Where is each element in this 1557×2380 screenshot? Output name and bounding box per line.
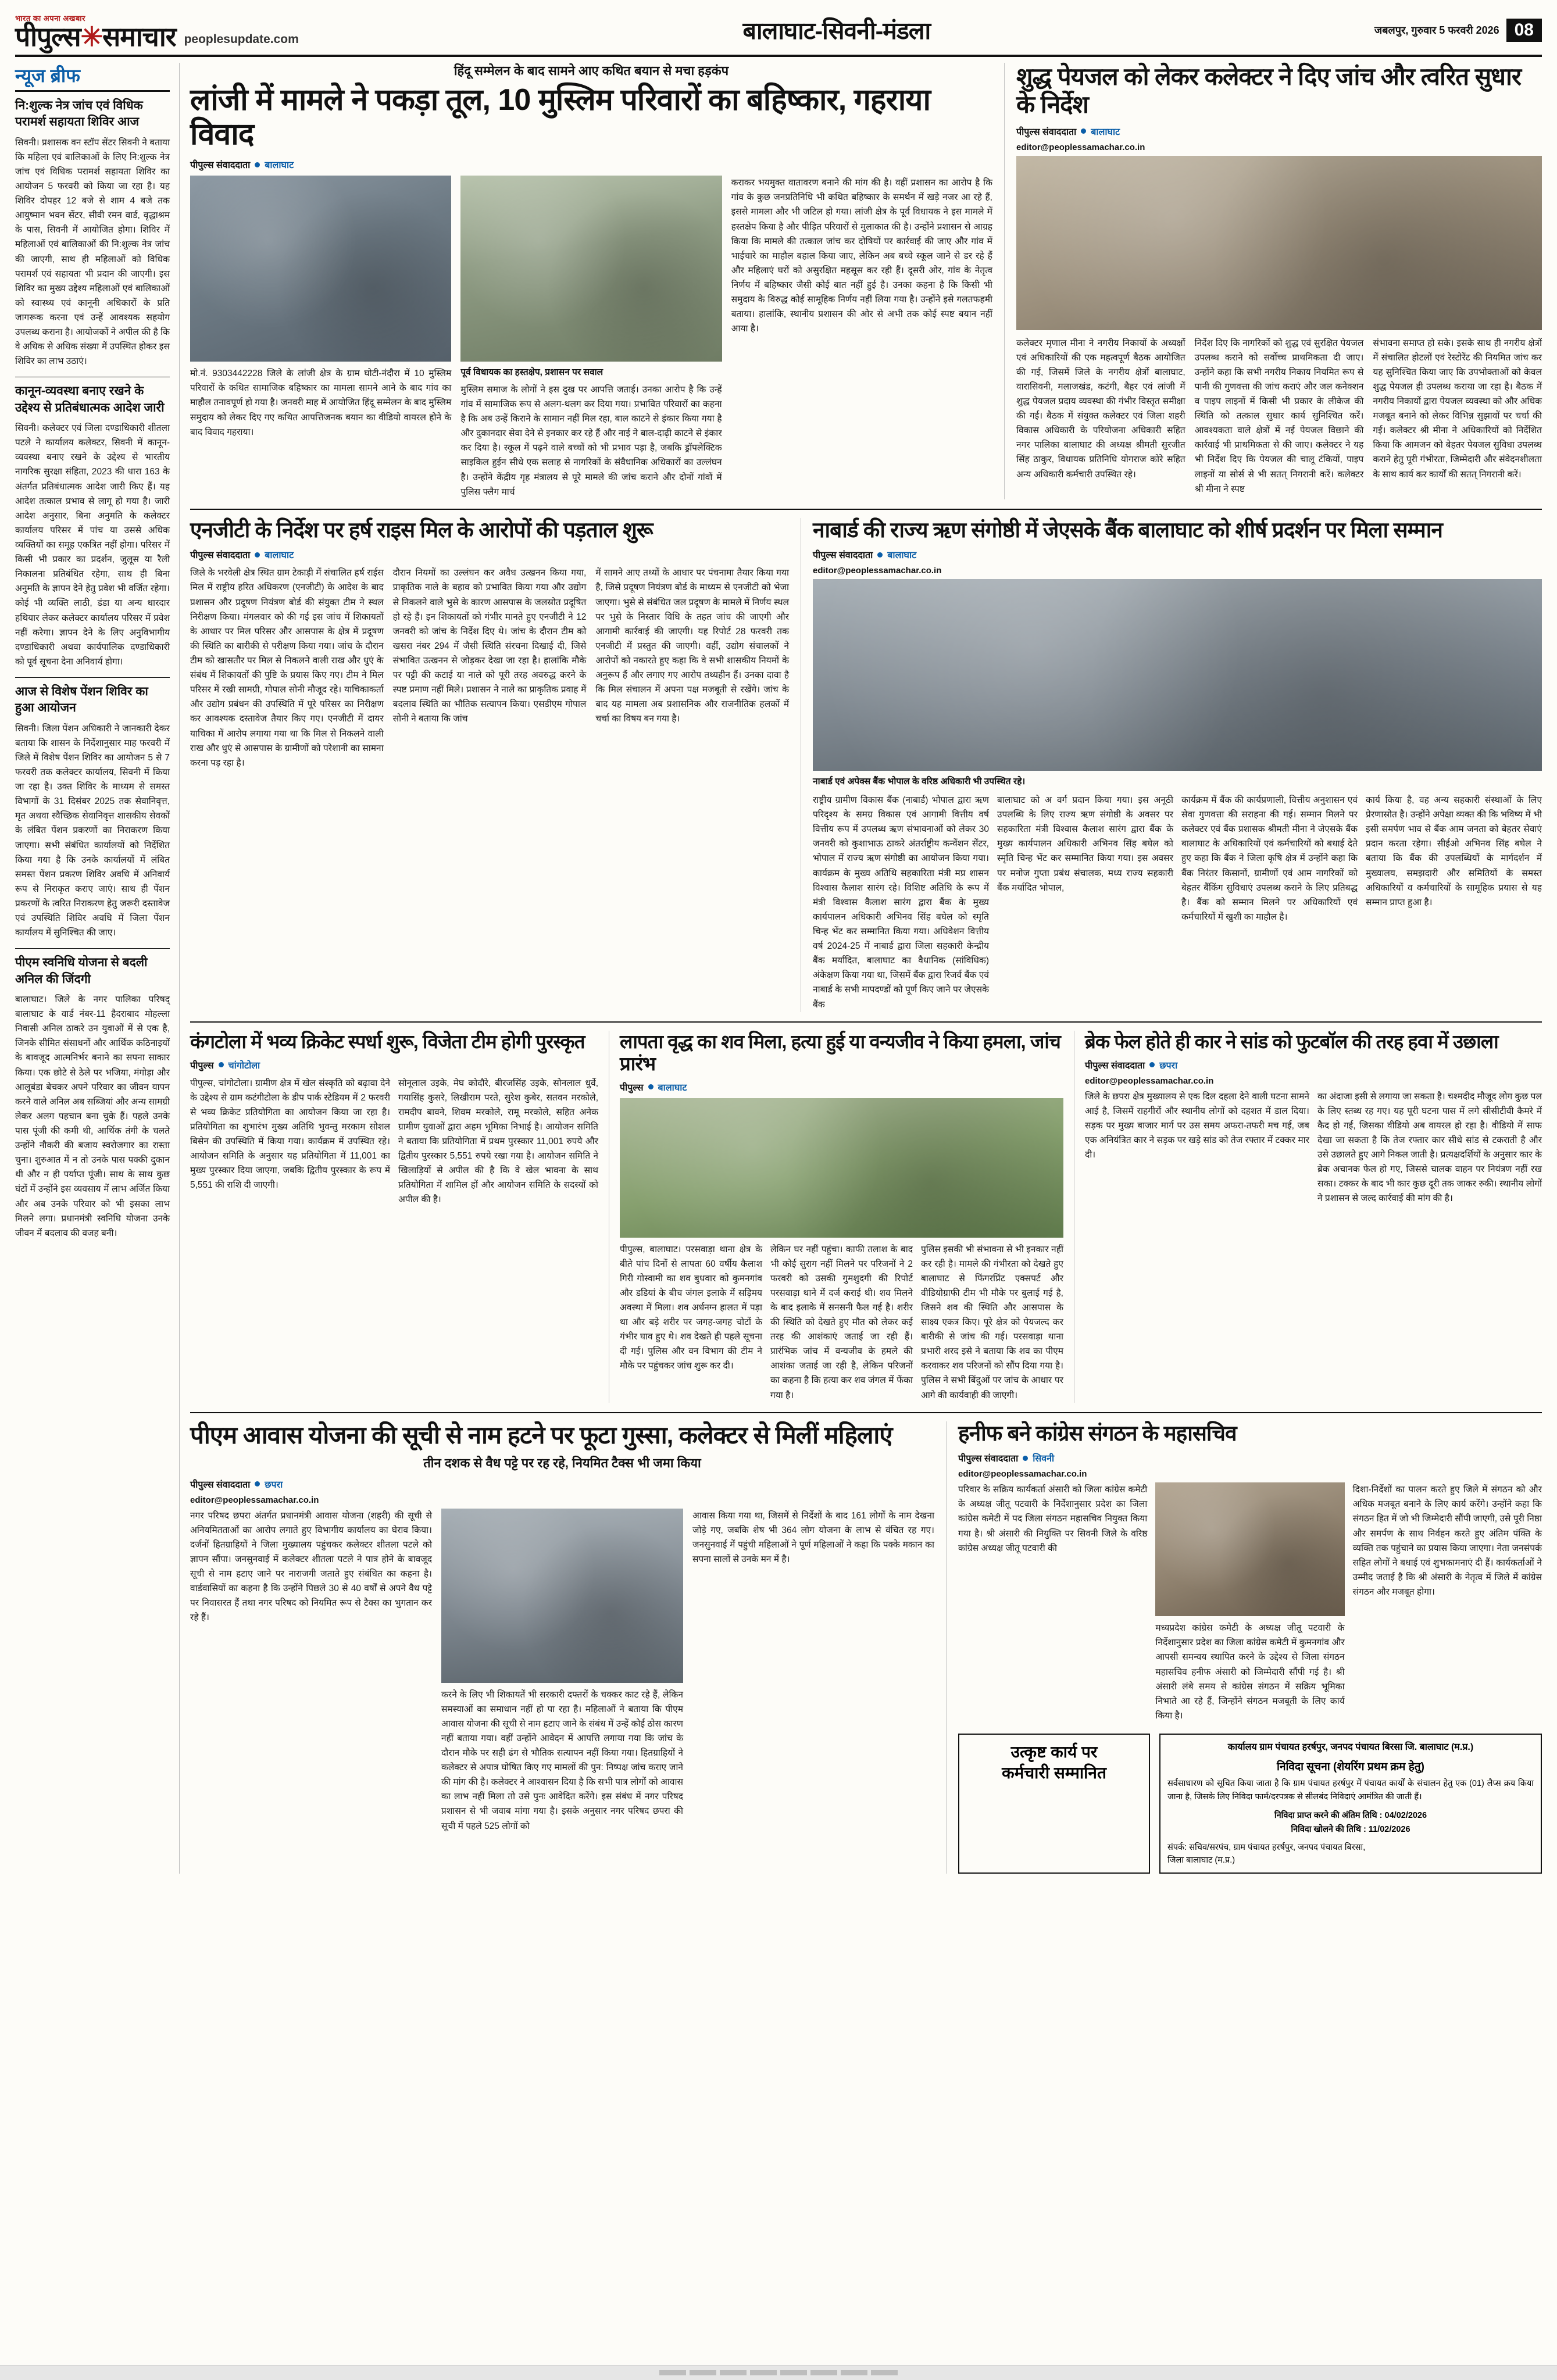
row-top <box>190 63 1542 499</box>
tender-notice <box>1159 1734 1542 1874</box>
main-content <box>180 63 1542 1874</box>
masthead <box>15 13 1542 57</box>
divider <box>190 1021 1542 1023</box>
pmawas-col-3 <box>692 1509 934 1834</box>
byline <box>190 548 789 561</box>
byline-place: बालाघाट <box>265 551 294 561</box>
article-body: में सामने आए तथ्यों के आधार पर पंचनामा तैयार किया गया है, जिसे प्रदूषण नियंत्रण बोर्ड के माध्यम से एनजीटी को भेजा जाएगा। भुसे से संबंधित जल प्रदूषण के मामले में निर्णय स्थल पर भुसे के निस्तार विधि के तहत जांच की जाएगी और आगामी कार्रवाई की जाएगी। यह रिपोर्ट 28 फरवरी तक एनजीटी में प्रस्तुत की जाएगी। वहीं, उद्योग संचालकों ने आरोपों को नकारते हुए कहा कि वे सभी शासकीय नियमों के अनुरूप हैं और लगाए गए आरोप तथ्यहीन हैं। उनका दावा है कि मिल संचालन में अपना पक्ष मजबूती से रखेंगे। जांच के बाद यह मामला अब प्रशासनिक और राजनीतिक हलकों में चर्चा का विषय बन गया है। <box>595 568 790 724</box>
cricket-columns <box>190 1076 598 1207</box>
news-brief-rail <box>15 63 180 1874</box>
logo-word-1: पीपुल्स <box>15 22 81 52</box>
article-body: आवास किया गया था, जिसमें से निर्देशों के बाद 161 लोगों के नाम देखना जोड़े गए, जबकि शेष भी 364 लोग योजना के लाभ से वंचित रह गए। जनसुनवाई में पहुंची महिलाओं ने पूर्ण महिलाओं ने कहा कि पक्के मकान का सपना सालों से उनके मन में है। <box>692 1510 934 1564</box>
tender-contact-district: जिला बालाघाट (म.प्र.) <box>1167 1855 1235 1865</box>
award-box <box>958 1734 1150 1874</box>
byline-place: सिवनी <box>1033 1454 1055 1464</box>
byline-author: पीपुल्स संवाददाता <box>1085 1060 1145 1071</box>
article-body: मध्यप्रदेश कांग्रेस कमेटी के अध्यक्ष जीतू पटवारी के निर्देशानुसार प्रदेश का जिला कांग्रेस कमेटी में कुमनगांव और आपसी समन्वय स्थापित करने के उद्देश्य से जिला संगठन महासचिव हनीफ अंसारी को जिम्मेदारी सौंपी गई है। श्री अंसारी लंबे समय से कांग्रेस संगठन में सक्रिय भूमिका निभाते आ रहे हैं, जिन्होंने संगठन मजबूती के लिए कार्य किया है। <box>1155 1623 1345 1721</box>
article-body: दौरान नियमों का उल्लंघन कर अवैध उत्खनन किया गया, प्राकृतिक नाले के बहाव को प्रभावित किया गया और उद्योग से निकलने वाले भुसे के कारण आसपास के जलस्रोत प्रदूषित हो रहे हैं। इन शिकायतों को गंभीर मानते हुए एनजीटी ने 12 जनवरी को जांच के निर्देश दिए थे। जांच के दौरान टीम को खसरा नंबर 294 में जैसी स्थिति संरचना दिखाई दी, जिसे संभावित उत्खनन से जोड़कर देखा जा रहा है। हालांकि मौके पर पट्टी की कटाई या नाले को पूरी तरह अवरुद्ध करने के स्पष्ट प्रमाण नहीं मिले। प्रशासन ने नाले का प्राकृतिक प्रवाह में बदलाव स्थिति का भौतिक सत्यापन किया। एसडीएम गोपाल सोनी ने बताया कि जांच <box>392 568 587 724</box>
article-body: करने के लिए भी शिकायतें भी सरकारी दफ्तरों के चक्कर काट रहे हैं, लेकिन समस्याओं का समाधान नहीं हो पा रहा है। महिलाओं ने बताया कि पीएम आवास योजना की सूची से नाम हटाए जाने के संबंध में उन्हें कोई ठोस कारण नहीं बताया गया। वहीं उन्होंने आवेदन में आपत्ति लगाया गया कि जांच के दौरान मौके पर सही ढंग से भौतिक सत्यापन नहीं किया गया। हितग्राहियों ने कलेक्टर से अपात्र घोषित किए गए मामलों की पुन: निष्पक्ष जांच कराए जाने की मांग की है। कलेक्टर ने आश्वासन दिया है कि सभी पात्र लोगों को आवास का लाभ नहीं मिला तो उसे पुनः आवेदित करेंगे। इस संबंध में नगर परिषद प्रशासन से भी जवाब मांगा गया है। इसके अनुसार नगर परिषद छपरा की सूची में पहले 525 लोगों को <box>441 1689 683 1831</box>
footer-block <box>810 2370 837 2375</box>
article-photo <box>620 1098 1063 1238</box>
article-accident <box>1074 1031 1542 1403</box>
article-body: जिले के छपरा क्षेत्र मुख्यालय से एक दिल दहला देने वाली घटना सामने आई है, जिसमें राहगीरों और स्थानीय लोगों को दहशत में डाल दिया। सड़क पर मुख्य बाजार मार्ग पर उस समय अफरा-तफरी मच गई, जब एक अनियंत्रित कार ने सड़क पर खड़े सांड को तेज रफ्तार में टक्कर मार दी। <box>1085 1091 1309 1160</box>
article-headline[interactable]: लांजी में मामले ने पकड़ा तूल, 10 मुस्लिम परिवारों का बहिष्कार, गहराया विवाद <box>190 83 930 152</box>
byline-author: पीपुल्स संवाददाता <box>958 1454 1019 1464</box>
lanji-col-1 <box>190 176 451 499</box>
brief-body: सिवनी। जिला पेंशन अधिकारी ने जानकारी देकर बताया कि शासन के निर्देशानुसार माह फरवरी में जिले में विशेष पेंशन शिविर का आयोजन 5 से 7 फरवरी तक कलेक्टर कार्यालय, सिवनी में किया जा रहा है। उक्त शिविर के माध्यम से समस्त विभागों के 31 दिसंबर 2025 तक सेवानिवृत्त, मृत अथवा स्वैच्छिक सेवानिवृत्त शासकीय सेवकों के लंबित पेंशन प्रकरणों का निराकरण किया जाएगा। सभी संबंधित कार्यालयों को निर्देशित किया गया है कि उनके कार्यालयों में लंबित समस्त पेंशन प्रकरण शिविर अवधि में अनिवार्य रूप से निराकृत कराए जाएं। साथ ही पेंशन प्रकरणों के त्वरित निराकरण हेतु जरूरी दस्तावेज एवं उपस्थिति शिविर अवधि में जिला पेंशन कार्यालय में सुनिश्चित की जाए। <box>15 723 170 938</box>
masthead-left <box>15 13 299 50</box>
brief-item <box>15 684 170 940</box>
brief-body: सिवनी। प्रशासक वन स्टॉप सेंटर सिवनी ने बताया कि महिला एवं बालिकाओं के लिए नि:शुल्क नेत्र जांच एवं विधिक परामर्श सहायता शिविर का आयोजन 5 फरवरी को किया जा रहा है। यह शिविर दोपहर 12 बजे से शाम 4 बजे तक आयुष्मान भवन सेंटर, सीवी रमन वार्ड, वृद्धाश्रम के पास, सिवनी में आयोजित होगा। शिविर में महिलाओं एवं बालिकाओं की नि:शुल्क नेत्र जांच की जाएगी, साथ ही महिलाओं को विधिक परामर्श एवं सहायता भी प्रदान की जाएगी। इस शिविर का मुख्य उद्देश्य महिलाओं एवं बालिकाओं को स्वास्थ्य एवं कानूनी अधिकारों के प्रति जागरूक करना एवं उन्हें आवश्यक सहयोग उपलब्ध कराना है। आयोजकों ने अपील की है कि वे अधिक से अधिक संख्या में उपस्थित होकर इस शिविर का लाभ उठाएं। <box>15 137 170 367</box>
row-fourth <box>190 1421 1542 1874</box>
date-line: जबलपुर, गुरुवार 5 फरवरी 2026 <box>1374 24 1499 36</box>
brief-title: आज से विशेष पेंशन शिविर का हुआ आयोजन <box>15 684 148 715</box>
bullet-icon <box>255 162 260 167</box>
article-body: संभावना समाप्त हो सके। इसके साथ ही नगरीय क्षेत्रों में संचालित होटलों एवं रेस्टोरेंट की नियमित जांच कर यह सुनिश्चित किया जाए कि उपभोक्ताओं को केवल शुद्ध पेयजल ही उपलब्ध कराया जा रहा है। बैठक में नगरीय निकायों द्वारा पेयजल व्यवस्था को और अधिक मजबूत बनाने को लेकर विभिन्न सुझावों पर चर्चा की गई। कलेक्टर श्री मीना ने अधिकारियों को निर्देशित किया कि आमजन को बेहतर पेयजल सुविधा उपलब्ध कराने हेतु पूरी गंभीरता, जिम्मेदारी और संवेदनशीलता के साथ कार्य कर कार्यों की सतत् निगरानी करें। <box>1373 338 1542 480</box>
masthead-right <box>1374 19 1542 45</box>
article-body: जिले के भरवेली क्षेत्र स्थित ग्राम टेकाड़ी में संचालित हर्ष राईस मिल में राष्ट्रीय हरित अधिकरण (एनजीटी) के आदेश के बाद प्रशासन और प्रदूषण नियंत्रण बोर्ड की संयुक्त टीम ने स्थल निरीक्षण किया। मंगलवार को की गई इस जांच में शिकायतों के आधार पर मिल परिसर और आसपास के क्षेत्र में प्रदूषण की स्थिति का बारीकी से परीक्षण किया गया। जांच के दौरान टीम को खासतौर पर मिल से निकलने वाली राख और धुएं के संबंध में शिकायतों की पुष्टि के प्रयास किए गए। टीम ने मिल परिसर में रखी सामग्री, गोपाल सोनी मौजूद रहे। याचिकाकर्ता और उद्योग प्रबंधन की उपस्थिति में पूरे परिसर का निरीक्षण कर आवश्यक दस्तावेज तैयार किए गए। एनजीटी में दायर याचिका में आरोप लगाया गया था कि मिल से निकलने वाली राख और धुएं से आसपास के ग्रामीणों को परेशानी का सामना करना पड़ रहा है। <box>190 568 384 768</box>
divider <box>15 948 170 949</box>
photo-caption: पूर्व विधायक का हस्तक्षेप, प्रशासन पर सवाल <box>460 367 603 378</box>
bullet-icon <box>255 1481 260 1486</box>
site-url[interactable]: peoplesupdate.com <box>184 33 299 46</box>
brief-body: सिवनी। कलेक्टर एवं जिला दण्डाधिकारी शीतला पटले ने कार्यालय कलेक्टर, सिवनी में कानून-व्यवस्था बनाए रखने के उद्देश्य से भारतीय नागरिक सुरक्षा संहिता, 2023 की धारा 163 के अंतर्गत प्रतिबंधात्मक आदेश जारी किए हैं। यह आदेश तत्काल प्रभाव से लागू हो गया है। जारी आदेश अनुसार, बिना अनुमति के कलेक्टर कार्यालय परिसर में पांच या उससे अधिक व्यक्तियों का समूह एकत्रित नहीं होगा। परिसर में किसी भी प्रकार का प्रदर्शन, जुलूस या रैली निकालना प्रतिबंधित रहेगा, साथ ही बिना अनुमति के ज्ञापन देने हेतु प्रवेश भी वर्जित रहेगा। कोई भी व्यक्ति लाठी, डंडा या अन्य धारदार हथियार लेकर कलेक्टर कार्यालय परिसर में प्रवेश नहीं करेगा। ज्ञापन देने के लिए अनुविभागीय दण्डाधिकारी अथवा कार्यपालिक दण्डाधिकारी को पूर्व सूचना देना अनिवार्य होगा। <box>15 423 170 667</box>
article-headline[interactable]: कंगटोला में भव्य क्रिकेट स्पर्धा शुरू, विजेता टीम होगी पुरस्कृत <box>190 1030 585 1052</box>
pmawas-col-2 <box>441 1509 683 1834</box>
footer-block <box>690 2370 716 2375</box>
footer-block <box>871 2370 898 2375</box>
article-headline[interactable]: हनीफ बने कांग्रेस संगठन के महासचिव <box>958 1421 1237 1445</box>
article-headline[interactable]: नाबार्ड की राज्य ऋण संगोष्ठी में जेएसके बैंक बालाघाट को शीर्ष प्रदर्शन पर मिला सम्मान <box>813 517 1442 542</box>
article-body: पीपुल्स, बालाघाट। परसवाड़ा थाना क्षेत्र के बीते पांच दिनों से लापता 60 वर्षीय कैलाश गिरी गोस्वामी का शव बुधवार को कुमनगांव और डडियां के बीच जंगल इलाके में सड़िमय अवस्था में मिला। शव अर्धनग्न हालत में पड़ा था और बड़े शरीर पर जगह-जगह चोटों के गंभीर घाव हुए थे। शव देखते ही पहले सूचना दी गई। पुलिस और वन विभाग की टीम ने मौके पर पहुंचकर जांच शुरू कर दी। <box>620 1244 762 1371</box>
byline-author: पीपुल्स संवाददाता <box>1016 127 1077 137</box>
article-body: दिशा-निर्देशों का पालन करते हुए जिले में संगठन को और अधिक मजबूत बनाने के लिए कार्य करेंगे। उन्होंने कहा कि संगठन हित में जो भी जिम्मेदारी सौंपी जाएगी, उसे पूरी निष्ठा और समर्पण के साथ निर्वहन करते हुए अंतिम पंक्ति के व्यक्ति तक पहुंचाने का प्रयास किया जाएगा। नेता जनसंपर्क सहित लोगों ने बधाई एवं शुभकामनाएं दी हैं। कार्यकर्ताओं ने उम्मीद जताई है कि श्री अंसारी के नेतृत्व में जिले में कांग्रेस संगठन और मजबूत होगा। <box>1352 1485 1542 1598</box>
footer-block <box>750 2370 777 2375</box>
article-nabard <box>801 518 1542 1012</box>
divider <box>15 677 170 678</box>
article-photo <box>813 579 1542 771</box>
byline <box>190 158 992 171</box>
tender-body: सर्वसाधारण को सूचित किया जाता है कि ग्राम पंचायत हरर्षपुर में पंचायत कार्यों के संचालन हेतु एक (01) लैप्स क्रय किया जाना है, जिसके लिए निविदा फार्म/दरपत्रक से सीलबंद निविदाएं आमंत्रित की जाती हैं। <box>1167 1779 1534 1802</box>
byline <box>813 548 1542 561</box>
photo-caption: नाबार्ड एवं अपेक्स बैंक भोपाल के वरिष्ठ अधिकारी भी उपस्थित रहे। <box>813 777 1026 787</box>
article-photo <box>190 176 451 362</box>
article-body: राष्ट्रीय ग्रामीण विकास बैंक (नाबार्ड) भोपाल द्वारा ऋण परिदृश्य के समग्र विकास एवं आगामी वित्तीय वर्ष वित्तीय रूप में उपलब्ध ऋण संभावनाओं को लेकर 30 जनवरी को कुशाभाऊ ठाकरे अंतर्राष्ट्रीय कन्वेंशन सेंटर, भोपाल में राज्य ऋण संगोष्ठी का आयोजन किया गया। कार्यक्रम के मुख्य अतिथि सहकारिता मंत्री मप्र शासन विश्वास कैलाश सारंग रहे। विशिष्ट अतिथि के रूप में मंत्री विश्वास कैलाश सारंग द्वारा बैंक के मुख्य कार्यपालन अधिकारी अभिनव सिंह बघेल को स्मृति चिन्ह भेंट कर सम्मानित किया गया। अधिवेशन वित्तीय वर्ष 2024-25 में नाबार्ड द्वारा जिला सहकारी केन्द्रीय बैंक मर्यादित, बालाघाट का वैधानिक (सांविधिक) अंकेक्षण किया गया था, जिसमें बैंक द्वारा रिजर्व बैंक एवं नाबार्ड के सभी मापदण्डों को पूर्ण किए जाने पर जेएसके बैंक <box>813 795 989 1010</box>
star-icon: ✳ <box>80 22 103 52</box>
bullet-icon <box>877 552 883 558</box>
article-body: निर्देश दिए कि नागरिकों को शुद्ध एवं सुरक्षित पेयजल उपलब्ध कराने को सर्वोच्च प्राथमिकता दी जाए। उन्होंने कहा कि सभी नगरीय निकाय नियमित रूप से पानी की गुणवत्ता की जांच कराएं और जल कनेक्शन व पाइप लाइनों में किसी भी प्रकार के लीकेज की स्थिति को तत्काल सुधार कार्य सुनिश्चित करें। आवश्यकता वाले क्षेत्रों में नई पेयजल विछाने की कार्रवाई भी प्राथमिकता से की जाए। कलेक्टर ने यह भी निर्देश दिए कि पेयजल की चालू टंकियों, पाइप लाइनों या सोर्स से भी सतत् निगरानी करें। कलेक्टर श्री मीना ने स्पष्ट <box>1194 338 1364 494</box>
newspaper-logo <box>15 13 176 50</box>
byline-place: बालाघाट <box>658 1082 687 1093</box>
byline-author: पीपुल्स संवाददाता <box>813 551 873 561</box>
bullet-icon <box>1081 128 1086 134</box>
byline <box>190 1059 598 1071</box>
bullet-icon <box>1023 1456 1028 1461</box>
byline-place: छपरा <box>1159 1060 1178 1071</box>
article-body: पुलिस इसकी भी संभावना से भी इनकार नहीं कर रही है। मामले की गंभीरता को देखते हुए बालाघाट से फिंगरप्रिंट एक्सपर्ट और वीडियोग्राफी टीम भी मौके पर बुलाई गई है, जिसने शव की स्थिति और आसपास के साक्ष्य एकत्र किए। पूरे क्षेत्र को पेयजल्द कर बारीकी से जांच की गई। परसवाड़ा थाना प्रभारी शरद इसे ने बताया कि शव का पीएम करवाकर शव परिजनों को सौंप दिया गया है। पुलिस ने सभी बिंदुओं पर जांच के आधार पर आगे की कार्यवाही की जाएगी। <box>921 1244 1063 1400</box>
brief-body: बालाघाट। जिले के नगर पालिका परिषद् बालाघाट के वार्ड नंबर-11 हैदराबाद मोहल्ला निवासी अनिल ठाकरे उन युवाओं में से एक है, जिनके सीमित संसाधनों और आर्थिक कठिनाइयों के बावजूद आत्मनिर्भर बनाने का सपना साकार किया। एक छोटे से ठेले पर भजिया, मंगोड़ा और आलूबंडा बेचकर अपने परिवार का जीवन यापन करने वाले अनिल अब सब्जियां और अन्य सामग्री लेकर अलग पहचान बना चुके हैं। पहले उनके पास पूंजी की कमी थी, आर्थिक तंगी के चलते उन्होंने नौकरी की बजाय स्वरोजगार का रास्ता चुना। शुरुआत में न तो उनके पास पक्की दुकान थी और न ही पर्याप्त पूंजी। साथ के साथ कुछ घंटों में उन्होंने इस व्यवसाय में लाभ अर्जित किया और अब उनके परिवार को भी इसका लाभ मिलने लगा। प्रधानमंत्री स्वनिधि योजना उनके जीवन में बदलाव की वजह बनी। <box>15 995 170 1238</box>
byline-email[interactable]: editor@peoplessamachar.co.in <box>190 1495 319 1505</box>
water-columns <box>1016 336 1542 496</box>
article-headline[interactable]: शुद्ध पेयजल को लेकर कलेक्टर ने दिए जांच और त्वरित सुधार के निर्देश <box>1016 63 1522 119</box>
article-body: पीपुल्स, चांगोटोला। ग्रामीण क्षेत्र में खेल संस्कृति को बढ़ावा देने के उद्देश्य से ग्राम कटंगीटोला के डीप पार्क स्टेडियम में 2 फरवरी से भव्य क्रिकेट प्रतियोगिता का आयोजन किया जा रहा है। प्रतियोगिता का शुभारंभ मुख्य अतिथि भुवन्तु मरकाम सोशल बिसेन की उपस्थिति में किया गया। कार्यक्रम में उपस्थित रहे। आयोजन समिति के अनुसार यह प्रतियोगिता में 11,001 का मुख्य पुरस्कार दिया जाएगा, जबकि द्वितीय पुरस्कार के रूप में 5,551 की राशि दी जाएगी। <box>190 1078 390 1191</box>
footer-block <box>659 2370 686 2375</box>
brief-item <box>15 98 170 369</box>
byline <box>620 1081 1063 1093</box>
byline-author: पीपुल्स संवाददाता <box>190 551 251 561</box>
byline-email[interactable]: editor@peoplessamachar.co.in <box>1016 142 1145 152</box>
article-body: का अंदाजा इसी से लगाया जा सकता है। चश्मदीद मौजूद लोग कुछ पल के लिए स्तब्ध रह गए। यह पूरी घटना पास में लगे सीसीटीवी कैमरे में कैद हो गई, जिसका वीडियो अब वायरल हो रहा है। वीडियो में साफ देखा जा सकता है कि तेज रफ्तार कार सीधे सांड से टकराती है और उसे उछालते हुए आगे निकल जाती है। प्रत्यक्षदर्शियों के अनुसार कार के ब्रेक अचानक फेल हो गए, जिससे चालक वाहन पर नियंत्रण नहीं रख सका। टक्कर के बाद भी कार कुछ दूरी तक जाकर रुकी। स्थानीय लोगों ने प्रशासन से जल्द कार्रवाई की मांग की है। <box>1317 1091 1542 1204</box>
brief-item <box>15 955 170 1241</box>
brief-title: कानून-व्यवस्था बनाए रखने के उद्देश्य से प्रतिबंधात्मक आदेश जारी <box>15 384 165 414</box>
bottom-boxes <box>958 1734 1542 1874</box>
tender-office: कार्यालय ग्राम पंचायत हरर्षपुर, जनपद पंचायत बिरसा जि. बालाघाट (म.प्र.) <box>1227 1742 1474 1753</box>
nabard-columns <box>813 793 1542 1012</box>
brief-item <box>15 383 170 669</box>
bullet-icon <box>648 1084 653 1089</box>
byline-author: पीपुल्स <box>190 1060 214 1071</box>
row-second <box>190 518 1542 1012</box>
brief-title: पीएम स्वनिधि योजना से बदली अनिल की जिंदगी <box>15 956 148 986</box>
divider <box>190 1412 1542 1413</box>
brief-title: नि:शुल्क नेत्र जांच एवं विधिक परामर्श सहायता शिविर आज <box>15 99 143 129</box>
pmawas-col-1 <box>190 1509 432 1834</box>
lanji-col-2 <box>460 176 722 499</box>
article-body: मो.नं. 9303442228 जिले के लांजी क्षेत्र के ग्राम घोटी-नंदौरा में 10 मुस्लिम परिवारों के कथित सामाजिक बहिष्कार का मामला सामने आने के बाद गांव का माहौल तनावपूर्ण हो गया है। जनवरी माह में आयोजित हिंदू सम्मेलन के बाद मुस्लिम समुदाय को लेकर दिए गए कथित आपत्तिजनक बयान का वीडियो वायरल होने के बाद विवाद गहराया। <box>190 369 452 437</box>
byline <box>1016 125 1542 138</box>
logo-tagline: भारत का अपना अखबार <box>15 14 85 23</box>
article-body: परिवार के सक्रिय कार्यकर्ता अंसारी को जिला कांग्रेस कमेटी के अध्यक्ष जीतू पटवारी के निर्देशानुसार प्रदेश का जिला कांग्रेस कमेटी में पद जिला संगठन महासचिव नियुक्त किया गया है। श्री अंसारी की नियुक्ति पर सिवनी जिले के वरिष्ठ कांग्रेस अध्यक्ष जीतू पटवारी की <box>958 1485 1148 1553</box>
byline-place: चांगोटोला <box>228 1060 260 1071</box>
byline <box>1085 1059 1542 1071</box>
byline <box>958 1452 1542 1464</box>
byline-author: पीपुल्स संवाददाता <box>190 1480 251 1490</box>
ngt-columns <box>190 566 789 770</box>
article-cricket <box>190 1031 609 1403</box>
byline-email[interactable]: editor@peoplessamachar.co.in <box>813 566 942 576</box>
article-pmawas <box>190 1421 946 1874</box>
byline-email[interactable]: editor@peoplessamachar.co.in <box>958 1469 1087 1480</box>
article-headline[interactable]: लापता वृद्ध का शव मिला, हत्या हुई या वन्यजीव ने किया हमला, जांच प्रारंभ <box>620 1030 1060 1074</box>
byline-email[interactable]: editor@peoplessamachar.co.in <box>1085 1075 1214 1086</box>
article-body: कलेक्टर मृणाल मीना ने नगरीय निकायों के अध्यक्षों एवं अधिकारियों की एक महत्वपूर्ण बैठक आयोजित की गई, जिसमें जिले के नगरीय क्षेत्रों बालाघाट, वारासिवनी, मलाजखंड, कटंगी, बैहर एवं लांजी में शुद्ध पेयजल प्रदाय व्यवस्था की गंभीर विस्तृत समीक्षा की गई। बैठक में संयुक्त कलेक्टर एवं जिला शहरी विकास अधिकारी के परियोजना अधिकारी सहित नगर पालिका बालाघाट की अध्यक्ष श्रीमती सुरजीत सिंह ठाकुर, विधायक प्रतिनिधि योगराज कोरे सहित अन्य अधिकारी कर्मचारी उपस्थित रहे। <box>1016 338 1185 480</box>
page-number: 08 <box>1506 19 1542 42</box>
divider <box>190 509 1542 510</box>
tender-title: निविदा सूचना (शेयरिंग प्रथम क्रम हेतु) <box>1277 1761 1424 1774</box>
tender-receive-date: निविदा प्राप्त करने की अंतिम तिथि : 04/02/2026 <box>1274 1810 1427 1820</box>
byline-place: बालाघाट <box>1091 127 1120 137</box>
tender-contact: संपर्क: सचिव/सरपंच, ग्राम पंचायत हरर्षपुर, जनपद पंचायत बिरसा, <box>1167 1842 1366 1852</box>
page-columns <box>15 63 1542 1874</box>
award-line-2: कर्मचारी सम्मानित <box>1002 1764 1106 1782</box>
byline-place: छपरा <box>265 1480 283 1490</box>
article-headline[interactable]: पीएम आवास योजना की सूची से नाम हटने पर फूटा गुस्सा, कलेक्टर से मिलीं महिलाएं <box>190 1421 892 1449</box>
bullet-icon <box>1149 1062 1155 1067</box>
pmawas-columns <box>190 1509 934 1834</box>
footer-block <box>720 2370 747 2375</box>
article-headline[interactable]: एनजीटी के निर्देश पर हर्ष राइस मिल के आरोपों की पड़ताल शुरू <box>190 517 653 542</box>
bullet-icon <box>255 552 260 558</box>
byline <box>190 1478 934 1491</box>
byline-place: बालाघाट <box>265 160 294 171</box>
article-photo <box>460 176 722 362</box>
news-brief-heading: न्यूज ब्रीफ <box>15 63 170 92</box>
footer-strip <box>0 2365 1557 2380</box>
article-body: कराकर भयमुक्त वातावरण बनाने की मांग की है। वहीं प्रशासन का आरोप है कि गांव के कुछ जनप्रतिनिधि भी कथित बहिष्कार के समर्थन में खड़े नजर आ रहे हैं, इससे मामला और भी जटिल हो गया। लांजी क्षेत्र के पूर्व विधायक ने इस मामले में हस्तक्षेप किया है और पीड़ित परिवारों से मुलाकात की है। उन्होंने प्रशासन से आग्रह किया कि मामले की तत्काल जांच कर दोषियों पर कार्रवाई की जाए और गांव में भाईचारे का माहौल बहाल किया जाए, लेकिन अब बच्चे स्कूल जाने से डर रहे हैं और महिलाएं घरों को असुरक्षित महसूस कर रही हैं। दूसरी ओर, गांव के नेतृत्व निर्णय में बहिष्कार जैसी कोई बात नहीं हुई है। उनका कहना है कि किसी भी समुदाय के विरुद्ध कोई सामूहिक निर्णय नहीं लिया गया है। उन्होंने इसे गलतफहमी बताया। हालांकि, स्थानीय प्रशासन की ओर से अभी तक कोई स्पष्ट बयान नहीं आया है। <box>731 178 992 334</box>
article-body: कार्य किया है, वह अन्य सहकारी संस्थाओं के लिए प्रेरणास्रोत है। उन्होंने अपेक्षा व्यक्त की कि भविष्य में भी इसी समर्पण भाव से बैंक आम जनता को बेहतर सेवाएं प्रदान करता रहेगा। सीईओ अभिनव सिंह बघेल ने बताया कि बैंक की उपलब्धियों के मार्गदर्शन में मुख्यालय, समझदारी और समितियों के समस्त अधिकारियों व कर्मचारियों के सामूहिक प्रयास से यह सम्मान प्राप्त हुआ है। <box>1366 795 1542 907</box>
article-body: कार्यक्रम में बैंक की कार्यप्रणाली, वित्तीय अनुशासन एवं सेवा गुणवत्ता की सराहना की गई। सम्मान मिलने पर कलेक्टर एवं बैंक प्रशासक श्रीमती मीना ने जेएसके बैंक बालाघाट के अधिकारियों एवं कर्मचारियों को बधाई देते हुए कहा कि बैंक ने जिला कृषि क्षेत्र में उन्होंने कहा कि बैंक निरंतर किसानों, ग्रामीणों एवं आम नागरिकों को बेहतर बैंकिंग सुविधाएं उपलब्ध कराने के लिए प्रतिबद्ध है। बैंक को सम्मान मिलने पर अधिकारियों एवं कर्मचारियों में खुशी का माहौल है। <box>1181 795 1358 922</box>
article-photo <box>1155 1482 1344 1616</box>
article-photo <box>441 1509 683 1683</box>
lanji-col-3 <box>731 176 992 499</box>
article-body: सोनूलाल उइके, मेघ कोदौरे, बीरजसिंह उइके, सोनलाल धुर्वे, गयासिंह कुसरे, लिखीराम परते, सुरेश कुबेर, सतवन मरकोले, रामदीप बावने, शिवम मरकोले, रामू मरकोले, सहित अनेक ग्रामीण युवाओं द्वारा अहम भूमिका निभाई है। आयोजन समिति ने बताया कि प्रतियोगिता में प्रथम पुरस्कार 11,001 रुपये और द्वितीय पुरस्कार 5,551 रुपये रखा गया है। आयोजन समिति ने खिलाड़ियों से अपील की है कि वे खेल भावना के साथ प्रतियोगिता में शामिल हों और आयोजन समिति के सदस्यों को अपील की है। <box>398 1078 598 1205</box>
logo-title <box>15 23 176 50</box>
bullet-icon <box>219 1062 224 1067</box>
article-headline[interactable]: ब्रेक फेल होते ही कार ने सांड को फुटबॉल की तरह हवा में उछाला <box>1085 1030 1498 1052</box>
award-line-1: उत्कृष्ट कार्य पर <box>1010 1743 1098 1761</box>
accident-columns <box>1085 1089 1542 1206</box>
article-water <box>1004 63 1542 499</box>
congress-columns <box>958 1482 1542 1723</box>
tender-open-date: निविदा खोलने की तिथि : 11/02/2026 <box>1291 1825 1410 1835</box>
footer-block <box>780 2370 807 2375</box>
logo-word-2: समाचार <box>102 22 176 52</box>
congress-col-2 <box>1155 1482 1344 1723</box>
footer-block <box>841 2370 867 2375</box>
row-third <box>190 1031 1542 1403</box>
article-body: नगर परिषद छपरा अंतर्गत प्रधानमंत्री आवास योजना (शहरी) की सूची से अनियमितताओं का आरोप लगाते हुए विभागीय कार्यालय का घेराव किया। दर्जनों हितग्राहियों ने जिला मुख्यालय पहुंचकर कलेक्टर शीतला पटले को ज्ञापन सौंपा। जनसुनवाई में कलेक्टर शीतला पटले ने पात्र होने के बावजूद सूची से नाम हटाए जाने पर नाराजगी जताते हुए संबंधित का कहना है। वार्डवासियों का कहना है कि उन्होंने पिछले 30 से 40 वर्षों से अपने वैध पट्टे पर निवासरत हैं तथा नगर परिषद को नियमित रूप से टैक्स का भुगतान कर रहे हैं। <box>190 1510 432 1623</box>
byline-place: बालाघाट <box>887 551 917 561</box>
article-kicker: हिंदू सम्मेलन के बाद सामने आए कथित बयान से मचा हड़कंप <box>453 63 729 78</box>
article-subhead: तीन दशक से वैध पट्टे पर रह रहे, नियमित टैक्स भी जमा किया <box>423 1456 701 1470</box>
byline-author: पीपुल्स <box>620 1082 644 1093</box>
lanji-columns <box>190 176 992 499</box>
article-body: लेकिन घर नहीं पहुंचा। काफी तलाश के बाद भी कोई सुराग नहीं मिलने पर परिजनों ने 2 फरवरी को उसकी गुमशुदगी की रिपोर्ट परसवाड़ा थाने में दर्ज कराई थी। शव मिलने के बाद इलाके में सनसनी फैल गई है। शरीर की स्थिति को देखते हुए मौत को लेकर कई तरह की आशंकाएं जताई जा रही हैं। प्रारंभिक जांच में वन्यजीव के हमले की आशंका जताई जा रही है, लेकिन परिजनों का कहना है कि हत्या कर शव जंगल में फेंका गया है। <box>770 1244 913 1400</box>
byline-author: पीपुल्स संवाददाता <box>190 160 251 171</box>
missing-columns <box>620 1242 1063 1403</box>
article-ngt <box>190 518 801 1012</box>
article-photo <box>1016 156 1542 330</box>
article-congress <box>946 1421 1542 1874</box>
article-body: मुस्लिम समाज के लोगों ने इस दुख पर आपत्ति जताई। उनका आरोप है कि उन्हें गांव में सामाजिक रूप से अलग-थलग कर दिया गया। प्रभावित परिवारों का कहना है कि अब उन्हें किराने के सामान नहीं मिल रहा, बाल काटने से इंकार किया गया है और दुकानदार सेवा देने से इनकार कर रहे हैं और नाई ने बाल-दाढ़ी काटने से इंकार कर दिया है। स्कूल में पढ़ने वाले बच्चों को भी प्रभाव पड़ा है, जबकि ड्रॉपलेक्टिक साइकिल हुईन सीधे एक सलाह से नागरिकों के संवैधानिक अधिकारों का उल्लंघन है। उन्होंने केंद्रीय गृह मंत्रालय से पूरे मामले की जांच कराने और दोनों गांवों में पुलिस फ्लैग मार्च <box>460 384 722 497</box>
edition-name: बालाघाट-सिवनी-मंडला <box>742 17 931 44</box>
article-body: बालाघाट को अ वर्ग प्रदान किया गया। इस अनूठी उपलब्धि के लिए राज्य ऋण संगोष्ठी के अवसर पर सहकारिता मंत्री विश्वास कैलाश सारंग द्वारा बैंक के मुख्य कार्यपालन अधिकारी अभिनव सिंह बघेल को स्मृति चिन्ह भेंट कर सम्मानित किया गया। इस अवसर पर मनोज गुप्ता प्रबंध संचालक, मध्य राज्य सहकारी बैंक मर्यादित भोपाल, <box>997 795 1173 893</box>
article-lanji <box>190 63 1004 499</box>
article-missing <box>609 1031 1074 1403</box>
